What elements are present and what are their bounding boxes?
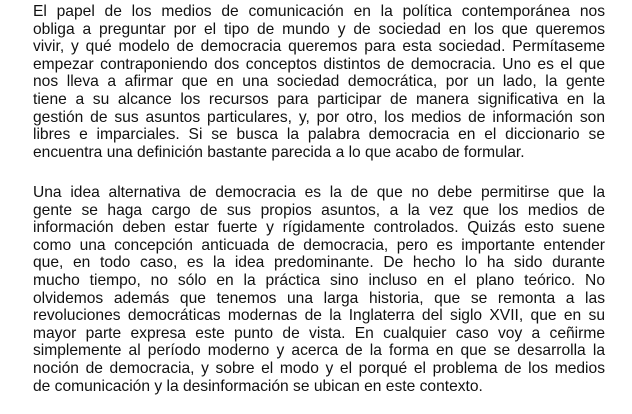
text-line: Una idea alternativa de democracia es la de que no debe permitirse que la — [33, 184, 605, 201]
text-line: tiene a su alcance los recursos para participar de manera significativa en la — [33, 90, 605, 108]
text-line: olvidemos además que tenemos una larga historia, que se remonta a las — [33, 289, 605, 307]
text-line: información deben estar fuerte y rígidamente controlados. Quizás esto suene — [33, 219, 605, 237]
text-line: encuentra una definición bastante parecida a lo que acabo de formular. — [33, 143, 525, 161]
text-line: revoluciones democráticas modernas de la Inglaterra del siglo XVII, que en su — [33, 307, 605, 325]
text-line: de comunicación y la desinformación se ubican en este contexto. — [33, 377, 483, 395]
text-line: que, en todo caso, es la idea predominante. De hecho lo ha sido durante — [33, 254, 605, 272]
text-line: obliga a preguntar por el tipo de mundo y de sociedad en los que queremos — [33, 20, 605, 38]
text-line: El papel de los medios de comunicación en la política contemporánea nos — [33, 3, 605, 20]
text-line: como una concepción anticuada de democracia, pero es importante entender — [33, 236, 605, 254]
text-line: mayor parte expresa este punto de vista. En cualquier caso voy a ceñirme — [33, 324, 605, 342]
text-line: libres e imparciales. Si se busca la palabra democracia en el diccionario se — [33, 126, 605, 144]
text-line: empezar contraponiendo dos conceptos distintos de democracia. Uno es el que — [33, 55, 605, 73]
text-line: simplemente al período moderno y acerca de la forma en que se desarrolla la — [33, 342, 605, 360]
text-line: nos lleva a afirmar que en una sociedad democrática, por un lado, la gente — [33, 73, 605, 91]
text-line: mucho tiempo, no sólo en la práctica sino incluso en el plano teórico. No — [33, 271, 605, 289]
paragraph-1 — [33, 3, 605, 161]
text-line: noción de democracia, y sobre el modo y el porqué el problema de los medios — [33, 359, 605, 377]
text-line: vivir, y qué modelo de democracia queremos para esta sociedad. Permítaseme — [33, 38, 605, 56]
text-line: gente se haga cargo de sus propios asuntos, a la vez que los medios de — [33, 201, 605, 219]
text-line: gestión de sus asuntos particulares, y, por otro, los medios de información son — [33, 108, 605, 126]
paragraph-2 — [33, 184, 605, 395]
